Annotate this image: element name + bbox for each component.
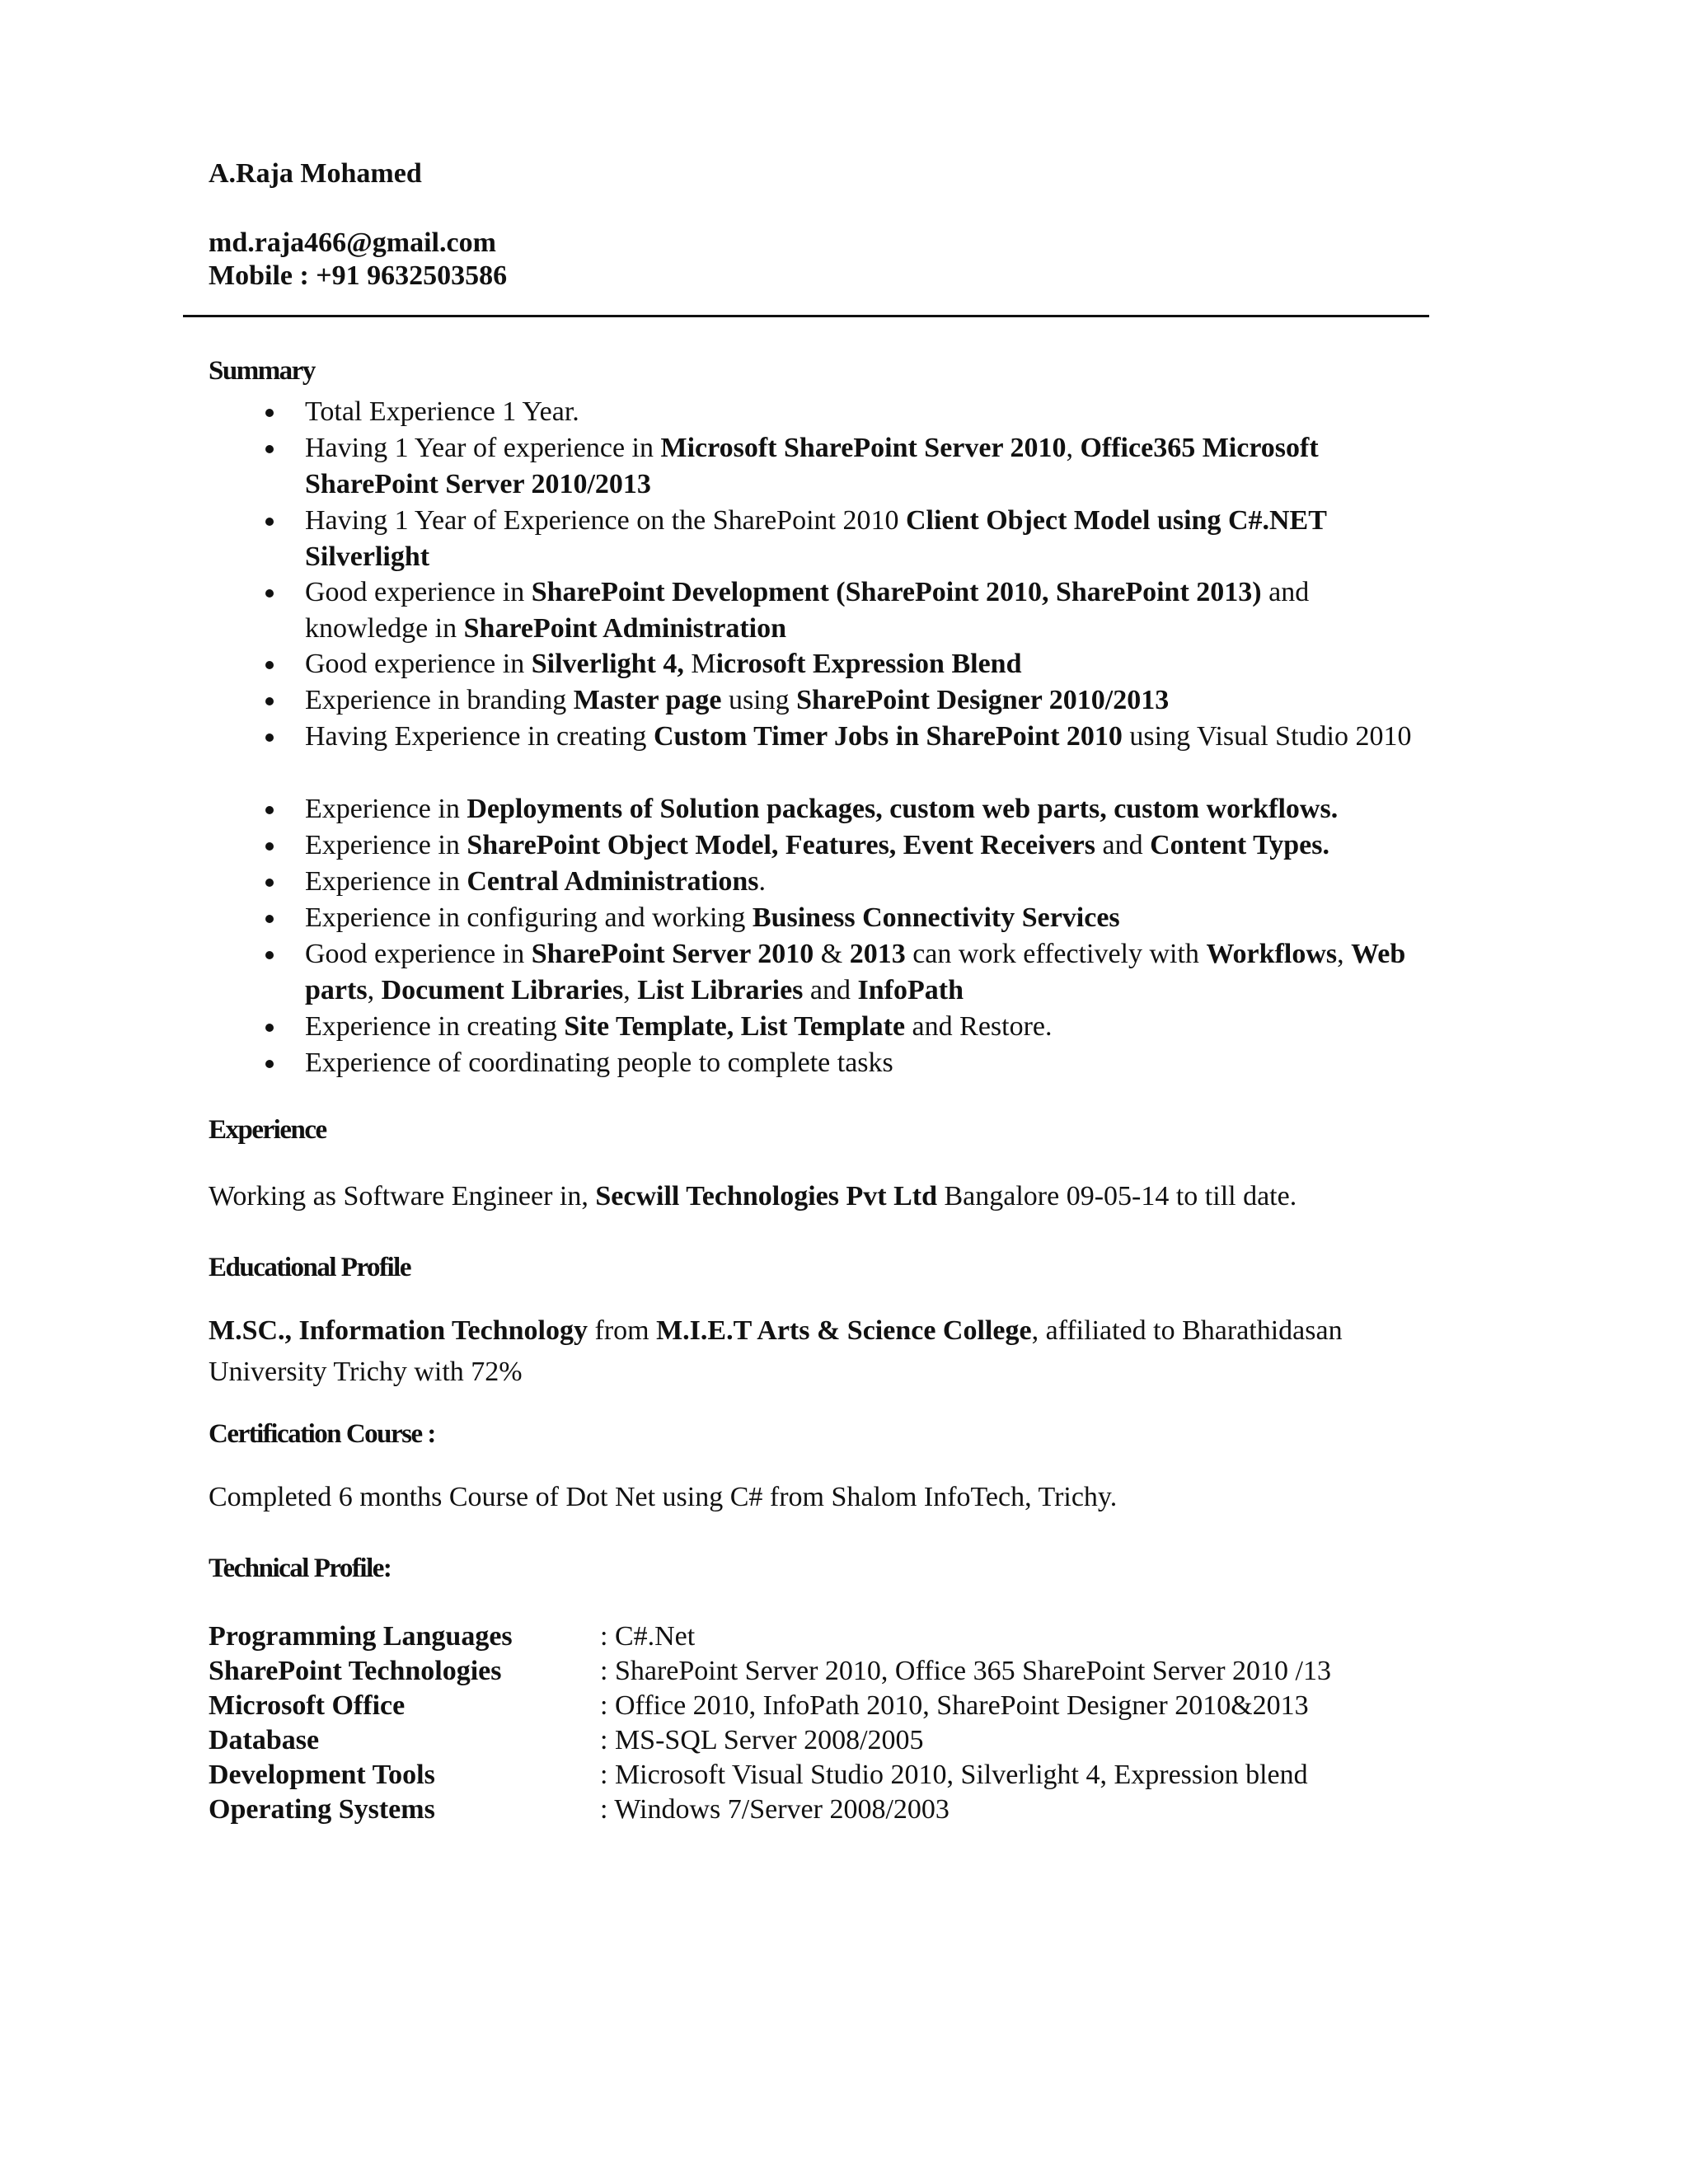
- bullet-icon: [265, 697, 274, 705]
- tech-row-label: Operating Systems: [209, 1794, 435, 1825]
- tech-row-value: : Office 2010, InfoPath 2010, SharePoint Designer 2010&2013: [600, 1690, 1309, 1721]
- bullet-icon: [265, 842, 274, 851]
- tech-row-label: Programming Languages: [209, 1621, 513, 1652]
- summary-item: Experience in branding Master page using SharePoint Designer 2010/2013: [305, 685, 1170, 715]
- candidate-name: A.Raja Mohamed: [209, 158, 422, 189]
- summary-item: Experience in Deployments of Solution packages, custom web parts, custom workflows.: [305, 794, 1339, 824]
- tech-row-value: : Windows 7/Server 2008/2003: [600, 1794, 950, 1825]
- education-heading: Educational Profile: [209, 1253, 410, 1282]
- bullet-icon: [265, 806, 274, 814]
- bullet-icon: [265, 733, 274, 742]
- summary-item: Having Experience in creating Custom Timer Jobs in SharePoint 2010 using Visual Studio 2010: [305, 721, 1412, 752]
- certification-heading: Certification Course :: [209, 1419, 435, 1449]
- tech-row-label: SharePoint Technologies: [209, 1656, 502, 1686]
- bullet-icon: [265, 915, 274, 923]
- bullet-icon: [265, 879, 274, 887]
- summary-item: Experience in configuring and working Business Connectivity Services: [305, 902, 1120, 933]
- summary-item: Having 1 Year of experience in Microsoft SharePoint Server 2010, Office365 Microsoft SharePoint Server 2010/2013: [305, 433, 1319, 499]
- tech-row-label: Microsoft Office: [209, 1690, 406, 1721]
- bullet-icon: [265, 1024, 274, 1032]
- mobile-number: Mobile : +91 9632503586: [209, 260, 508, 291]
- bullet-icon: [265, 518, 274, 526]
- summary-item: Experience in Central Administrations.: [305, 866, 767, 897]
- bullet-icon: [265, 445, 274, 453]
- header-divider: [183, 315, 1429, 317]
- summary-item: Total Experience 1 Year.: [305, 396, 579, 427]
- certification-text: Completed 6 months Course of Dot Net using C# from Shalom InfoTech, Trichy.: [209, 1482, 1118, 1512]
- tech-row-value: : C#.Net: [600, 1621, 696, 1652]
- bullet-icon: [265, 661, 274, 669]
- summary-item: Experience of coordinating people to complete tasks: [305, 1047, 893, 1078]
- summary-item: Good experience in SharePoint Development (SharePoint 2010, SharePoint 2013) and knowledge in SharePoint Administration: [305, 577, 1310, 644]
- summary-item: Experience in SharePoint Object Model, Features, Event Receivers and Content Types.: [305, 830, 1329, 860]
- summary-item: Good experience in SharePoint Server 2010 & 2013 can work effectively with Workflows, Web parts, Document Libraries, List Libraries and InfoPath: [305, 939, 1406, 1005]
- summary-heading: Summary: [209, 356, 315, 386]
- summary-item: Experience in creating Site Template, List Template and Restore.: [305, 1011, 1053, 1042]
- summary-item: Having 1 Year of Experience on the SharePoint 2010 Client Object Model using C#.NET Silverlight: [305, 505, 1327, 572]
- tech-row-value: : MS-SQL Server 2008/2005: [600, 1725, 924, 1755]
- tech-row-label: Database: [209, 1725, 320, 1755]
- tech-row-value: : SharePoint Server 2010, Office 365 SharePoint Server 2010 /13: [600, 1656, 1332, 1686]
- technical-heading: Technical Profile:: [209, 1554, 392, 1583]
- education-text: M.SC., Information Technology from M.I.E.T Arts & Science College, affiliated to Bharathidasan University Trichy with 72%: [209, 1315, 1343, 1387]
- email-address: md.raja466@gmail.com: [209, 227, 496, 258]
- bullet-icon: [265, 409, 274, 417]
- experience-heading: Experience: [209, 1115, 326, 1145]
- experience-text: Working as Software Engineer in, Secwill Technologies Pvt Ltd Bangalore 09-05-14 to till date.: [209, 1181, 1297, 1212]
- bullet-icon: [265, 1060, 274, 1068]
- bullet-icon: [265, 589, 274, 598]
- summary-item: Good experience in Silverlight 4, Microsoft Expression Blend: [305, 649, 1022, 679]
- bullet-icon: [265, 951, 274, 959]
- tech-row-label: Development Tools: [209, 1760, 435, 1790]
- tech-row-value: : Microsoft Visual Studio 2010, Silverlight 4, Expression blend: [600, 1760, 1308, 1790]
